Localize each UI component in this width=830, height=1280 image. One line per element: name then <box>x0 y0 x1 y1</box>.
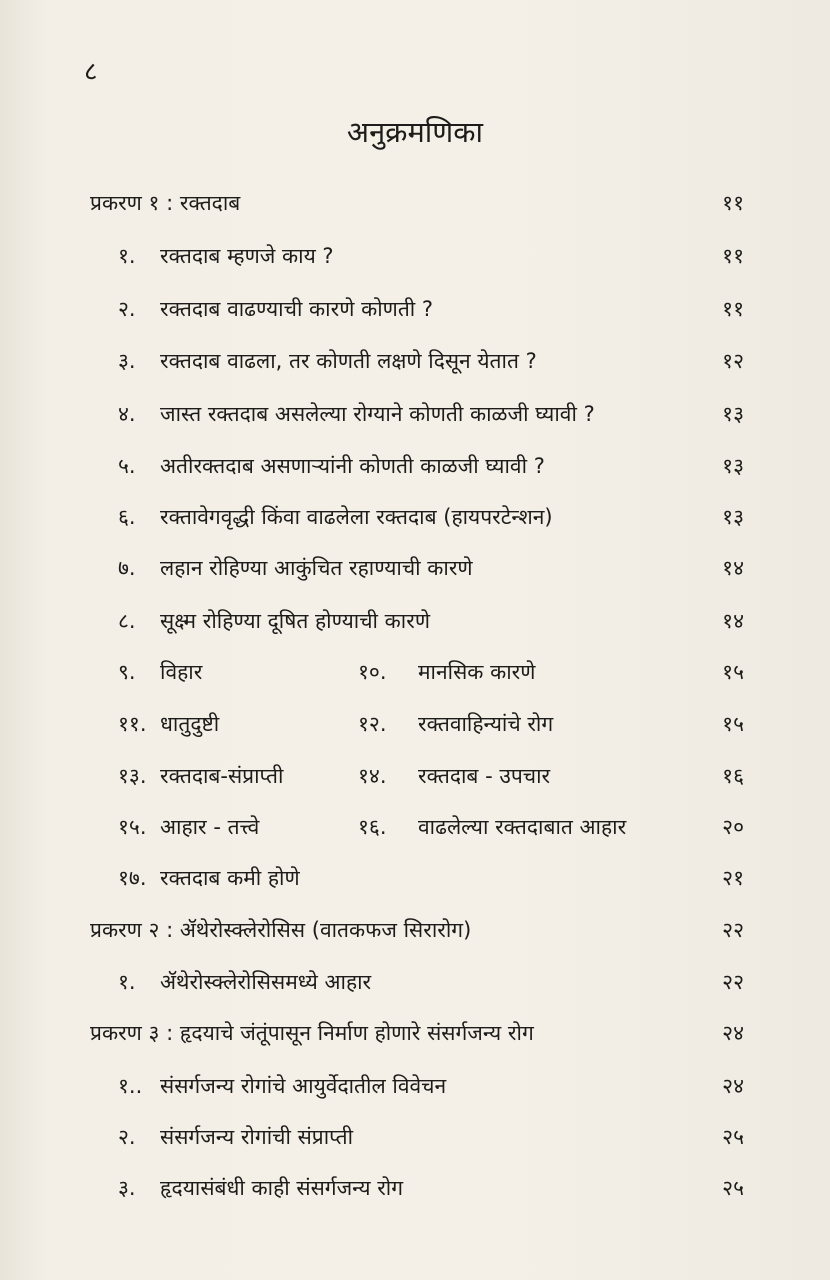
page-ref: १६ <box>722 764 744 788</box>
page-ref: २४ <box>722 1074 744 1098</box>
toc-entry <box>0 548 830 588</box>
page-ref: १४ <box>722 556 744 580</box>
toc-chapter <box>0 183 830 223</box>
page-ref: ११ <box>722 297 744 321</box>
toc-entry <box>0 962 830 1002</box>
entry-text: संसर्गजन्य रोगांची संप्राप्ती <box>160 1125 354 1149</box>
chapter-label: प्रकरण ३ : हृदयाचे जंतूंपासून निर्माण होणारे संसर्गजन्य रोग <box>90 1021 534 1045</box>
entry-number: १३. <box>118 764 147 788</box>
toc-entry <box>0 858 830 898</box>
entry-number: ४. <box>118 402 136 426</box>
chapter-label: प्रकरण १ : रक्तदाब <box>90 191 241 215</box>
entry-number: १.. <box>118 1074 143 1098</box>
entry-number: ११. <box>118 712 147 736</box>
entry-number: ३. <box>118 349 136 373</box>
page-ref: १३ <box>722 454 744 478</box>
toc-chapter <box>0 910 830 950</box>
entry-number: ६. <box>118 505 136 529</box>
page-ref: १२ <box>722 349 744 373</box>
chapter-label: प्रकरण २ : ॲथेरोस्क्लेरोसिस (वातकफज सिरारोग) <box>90 918 472 942</box>
entry-text: रक्तदाब वाढण्याची कारणे कोणती ? <box>160 297 434 321</box>
entry-number: २. <box>118 297 136 321</box>
page-ref: २५ <box>722 1125 744 1149</box>
toc-entry <box>0 601 830 641</box>
page-ref: २२ <box>722 970 744 994</box>
entry-text: आहार - तत्त्वे <box>160 815 260 839</box>
page-ref: १५ <box>722 712 744 736</box>
entry-text: हृदयासंबंधी काही संसर्गजन्य रोग <box>160 1176 404 1200</box>
page-ref: १३ <box>722 505 744 529</box>
entry-text: धातुदुष्टी <box>160 712 220 736</box>
entry-text: संसर्गजन्य रोगांचे आयुर्वेदातील विवेचन <box>160 1074 447 1098</box>
entry-text: रक्तावेगवृद्धी किंवा वाढलेला रक्तदाब (हायपरटेन्शन) <box>160 505 553 529</box>
entry-number-second: १०. <box>358 660 387 684</box>
entry-number: २. <box>118 1125 136 1149</box>
entry-text: जास्त रक्तदाब असलेल्या रोग्याने कोणती काळजी घ्यावी ? <box>160 402 595 426</box>
page-ref: १३ <box>722 402 744 426</box>
entry-number-second: १२. <box>358 712 387 736</box>
entry-text: लहान रोहिण्या आकुंचित रहाण्याची कारणे <box>160 556 473 580</box>
entry-number: १. <box>118 244 136 268</box>
entry-number-second: १६. <box>358 815 387 839</box>
page-ref: ११ <box>722 244 744 268</box>
toc-entry <box>0 1117 830 1157</box>
entry-text: अतीरक्तदाब असणाऱ्यांनी कोणती काळजी घ्यावी ? <box>160 454 545 478</box>
toc-entry <box>0 236 830 276</box>
toc-entry-pair <box>0 756 830 796</box>
entry-text: रक्तदाब-संप्राप्ती <box>160 764 284 788</box>
toc-chapter <box>0 1013 830 1053</box>
toc-entry <box>0 1168 830 1208</box>
toc-entry-pair <box>0 652 830 692</box>
page-ref: १५ <box>722 660 744 684</box>
toc-entry <box>0 341 830 381</box>
entry-number: १. <box>118 970 136 994</box>
toc-entry-pair <box>0 807 830 847</box>
toc-entry <box>0 446 830 486</box>
entry-number: ९. <box>118 660 136 684</box>
entry-text-second: मानसिक कारणे <box>418 660 536 684</box>
entry-number: १५. <box>118 815 147 839</box>
entry-number: १७. <box>118 866 147 890</box>
entry-text: रक्तदाब कमी होणे <box>160 866 300 890</box>
toc-entry <box>0 497 830 537</box>
entry-number-second: १४. <box>358 764 387 788</box>
entry-text-second: रक्तदाब - उपचार <box>418 764 551 788</box>
page-number: ८ <box>84 57 98 87</box>
entry-text: ॲथेरोस्क्लेरोसिसमध्ये आहार <box>160 970 372 994</box>
toc-entry-pair <box>0 704 830 744</box>
page-ref: २० <box>722 815 744 839</box>
entry-number: ५. <box>118 454 136 478</box>
entry-text: रक्तदाब वाढला, तर कोणती लक्षणे दिसून येतात ? <box>160 349 537 373</box>
toc-entry <box>0 1066 830 1106</box>
page-ref: २१ <box>722 866 744 890</box>
entry-text: सूक्ष्म रोहिण्या दूषित होण्याची कारणे <box>160 609 431 633</box>
toc-entry <box>0 289 830 329</box>
page-ref: १४ <box>722 609 744 633</box>
page-ref: ११ <box>722 191 744 215</box>
page-ref: २५ <box>722 1176 744 1200</box>
page-ref: २४ <box>722 1021 744 1045</box>
toc-entry <box>0 394 830 434</box>
entry-text: रक्तदाब म्हणजे काय ? <box>160 244 334 268</box>
entry-text: विहार <box>160 660 203 684</box>
entry-number: ३. <box>118 1176 136 1200</box>
entry-number: ८. <box>118 609 136 633</box>
entry-text-second: वाढलेल्या रक्तदाबात आहार <box>418 815 627 839</box>
page-title: अनुक्रमणिका <box>346 115 484 149</box>
entry-text-second: रक्तवाहिन्यांचे रोग <box>418 712 554 736</box>
entry-number: ७. <box>118 556 136 580</box>
page-ref: २२ <box>722 918 744 942</box>
